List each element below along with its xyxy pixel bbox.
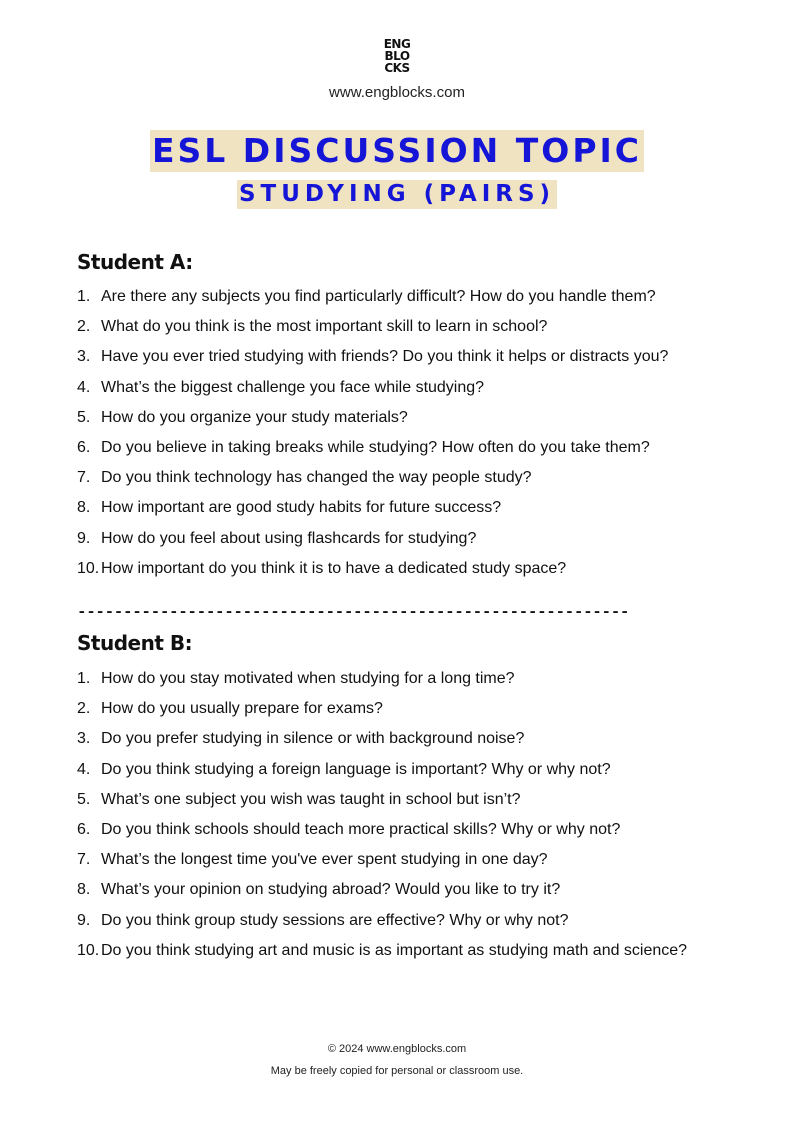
- question-item: [77, 940, 727, 962]
- question-item: [77, 668, 727, 690]
- question-item: [77, 728, 727, 750]
- question-text: How do you usually prepare for exams?: [101, 700, 383, 718]
- engblocks-logo: [0, 38, 794, 74]
- question-text: Do you think technology has changed the way people study?: [101, 469, 532, 487]
- question-number: 5.: [77, 790, 91, 808]
- question-item: [77, 558, 727, 580]
- question-item: [77, 910, 727, 932]
- question-text: How do you organize your study materials?: [101, 408, 408, 426]
- question-number: 9.: [77, 911, 91, 929]
- question-text: Are there any subjects you find particularly difficult? How do you handle them?: [101, 288, 656, 305]
- question-number: 10.: [77, 941, 100, 959]
- question-number: 4.: [77, 760, 91, 778]
- question-item: [77, 377, 727, 399]
- question-item: [77, 437, 727, 459]
- student-a-questions: [77, 286, 727, 588]
- student-b-questions: [77, 668, 727, 970]
- question-number: 1.: [77, 288, 91, 305]
- student-a-heading: Student A:: [77, 250, 193, 274]
- question-number: 1.: [77, 670, 91, 687]
- question-text: Do you think studying art and music is as important as studying math and science?: [101, 941, 688, 959]
- question-text: How do you stay motivated when studying for a long time?: [101, 670, 515, 687]
- question-item: [77, 528, 727, 550]
- question-item: [77, 497, 727, 519]
- question-number: 5.: [77, 408, 91, 426]
- footer-note: May be freely copied for personal or classroom use.: [270, 1065, 524, 1077]
- question-item: [77, 346, 727, 368]
- question-text: Do you prefer studying in silence or with background noise?: [101, 730, 525, 748]
- question-text: What’s your opinion on studying abroad? Would you like to try it?: [101, 881, 561, 899]
- question-number: 2.: [77, 318, 91, 336]
- question-number: 3.: [77, 730, 91, 748]
- question-item: [77, 698, 727, 720]
- logo-line: CKS: [384, 61, 410, 75]
- question-number: 7.: [77, 851, 91, 869]
- site-url[interactable]: www.engblocks.com: [329, 84, 465, 101]
- section-divider: ------------------------------------------------------------: [77, 603, 630, 621]
- question-text: What do you think is the most important skill to learn in school?: [101, 318, 548, 336]
- logo-line: ENG: [383, 37, 411, 51]
- question-item: [77, 789, 727, 811]
- question-number: 6.: [77, 820, 91, 838]
- question-item: [77, 407, 727, 429]
- question-text: What’s the longest time you've ever spent studying in one day?: [101, 851, 548, 869]
- page-subtitle: STUDYING (PAIRS): [238, 181, 556, 207]
- question-number: 3.: [77, 348, 91, 366]
- question-text: Do you think group study sessions are effective? Why or why not?: [101, 911, 569, 929]
- question-number: 4.: [77, 378, 91, 396]
- question-item: [77, 879, 727, 901]
- question-item: [77, 286, 727, 308]
- question-number: 2.: [77, 700, 91, 718]
- footer-copyright: © 2024 www.engblocks.com: [327, 1043, 467, 1055]
- question-item: [77, 467, 727, 489]
- logo-line: BLO: [384, 49, 410, 63]
- question-item: [77, 819, 727, 841]
- question-text: How do you feel about using flashcards for studying?: [101, 529, 477, 547]
- question-item: [77, 316, 727, 338]
- question-number: 6.: [77, 438, 91, 456]
- question-item: [77, 759, 727, 781]
- question-text: How important are good study habits for future success?: [101, 499, 502, 517]
- question-text: Have you ever tried studying with friends? Do you think it helps or distracts you?: [101, 348, 669, 366]
- question-text: Do you think studying a foreign language is important? Why or why not?: [101, 760, 611, 778]
- question-number: 7.: [77, 469, 91, 487]
- question-number: 8.: [77, 499, 91, 517]
- question-text: What’s one subject you wish was taught in school but isn’t?: [101, 790, 521, 808]
- student-b-heading: Student B:: [77, 631, 193, 655]
- question-number: 8.: [77, 881, 91, 899]
- question-number: 10.: [77, 559, 100, 577]
- question-text: Do you believe in taking breaks while studying? How often do you take them?: [101, 438, 650, 456]
- question-text: How important do you think it is to have a dedicated study space?: [101, 559, 567, 577]
- page-title: ESL DISCUSSION TOPIC: [151, 131, 642, 170]
- question-item: [77, 849, 727, 871]
- question-text: What’s the biggest challenge you face while studying?: [101, 378, 485, 396]
- question-number: 9.: [77, 529, 91, 547]
- question-text: Do you think schools should teach more practical skills? Why or why not?: [101, 820, 621, 838]
